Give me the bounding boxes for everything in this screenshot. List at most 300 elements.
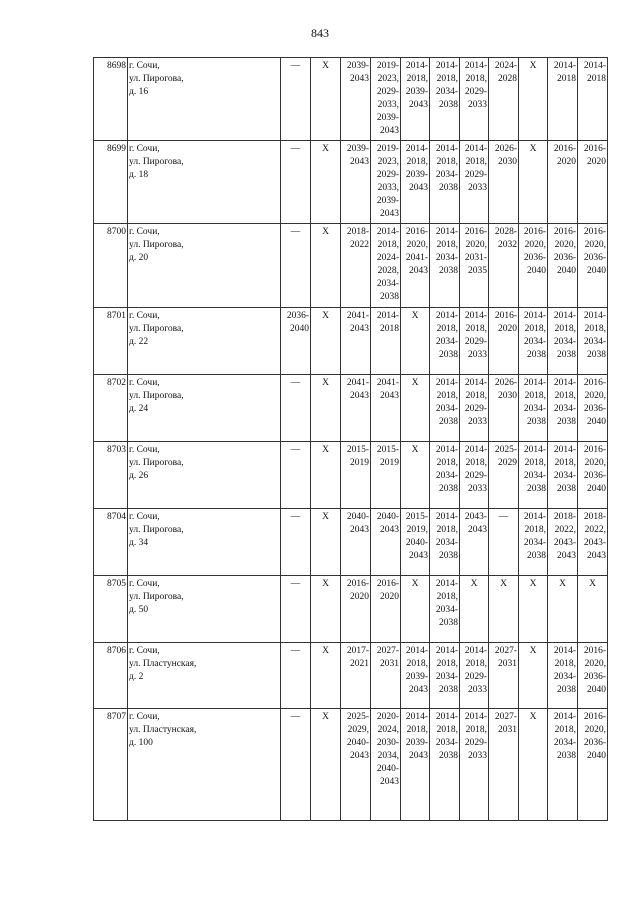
schedule-value: 2039- <box>405 738 428 748</box>
schedule-cell <box>489 58 519 141</box>
schedule-value: 2034- <box>435 672 458 682</box>
schedule-value: 2040 <box>587 266 606 276</box>
schedule-value: 2016- <box>583 378 606 388</box>
schedule-cell <box>281 224 311 308</box>
schedule-value: 2020 <box>380 592 399 602</box>
schedule-value: 2029- <box>464 337 487 347</box>
schedule-value: 2020, <box>584 725 606 735</box>
schedule-cell <box>281 709 311 821</box>
schedule-value: 2016- <box>583 712 606 722</box>
schedule-value: 2034- <box>435 605 458 615</box>
schedule-cell <box>578 308 608 375</box>
schedule-value: 2040- <box>376 512 399 522</box>
schedule-value: 2036- <box>583 404 606 414</box>
schedule-value: 2029- <box>464 170 487 180</box>
schedule-cell <box>489 141 519 224</box>
schedule-value: 2024- <box>376 253 399 263</box>
schedule-value: 2029- <box>464 87 487 97</box>
schedule-value: 2039- <box>346 61 369 71</box>
schedule-value: 2039- <box>376 196 399 206</box>
schedule-cell <box>548 308 578 375</box>
schedule-value: 2038 <box>557 417 576 427</box>
schedule-value: 2033 <box>468 417 487 427</box>
schedule-value: 2029 <box>498 458 517 468</box>
schedule-value: 2018, <box>554 659 576 669</box>
schedule-value: 2014- <box>435 378 458 388</box>
schedule-value: 2043 <box>350 74 369 84</box>
schedule-cell <box>519 224 548 308</box>
address-cell <box>128 442 281 509</box>
schedule-value: 2038 <box>439 685 458 695</box>
schedule-cell <box>311 58 341 141</box>
schedule-value: 2038 <box>527 551 546 561</box>
schedule-value: 2033 <box>468 183 487 193</box>
schedule-value: 2014- <box>553 646 576 656</box>
schedule-value: 2038 <box>439 618 458 628</box>
schedule-value: 2018, <box>436 391 458 401</box>
schedule-value: 2014- <box>435 227 458 237</box>
schedule-cell <box>548 375 578 442</box>
schedule-value: 2014- <box>435 646 458 656</box>
schedule-value: Х <box>322 311 329 321</box>
address-line: ул. Пластунская, <box>129 659 197 669</box>
schedule-value: Х <box>529 579 537 589</box>
row-number: 8698 <box>94 58 128 141</box>
schedule-value: 2020, <box>584 458 606 468</box>
schedule-value: 2027- <box>494 712 517 722</box>
schedule-cell <box>311 442 341 509</box>
schedule-value: 2040 <box>527 266 546 276</box>
schedule-cell <box>519 141 548 224</box>
schedule-value: 2029- <box>464 738 487 748</box>
schedule-value: 2014- <box>464 445 487 455</box>
schedule-value: 2039- <box>346 144 369 154</box>
schedule-value: 2040 <box>587 751 606 761</box>
schedule-cell <box>311 308 341 375</box>
schedule-value: 2018, <box>406 659 428 669</box>
schedule-value: 2043- <box>553 538 576 548</box>
schedule-cell <box>430 709 460 821</box>
schedule-value: Х <box>411 378 419 388</box>
schedule-value: 2014- <box>583 311 606 321</box>
schedule-value: 2020 <box>350 592 369 602</box>
schedule-value: 2023, <box>377 157 399 167</box>
schedule-cell <box>578 509 608 576</box>
schedule-value: 2018, <box>554 458 576 468</box>
schedule-cell <box>281 509 311 576</box>
schedule-value: 2018, <box>436 725 458 735</box>
schedule-cell <box>548 576 578 643</box>
address-line: ул. Пирогова, <box>129 157 184 167</box>
schedule-cell <box>548 141 578 224</box>
schedule-value: 2043 <box>350 751 369 761</box>
schedule-value: 2043 <box>350 391 369 401</box>
schedule-value: 2036- <box>583 672 606 682</box>
address-cell <box>128 509 281 576</box>
schedule-cell <box>430 375 460 442</box>
schedule-cell <box>371 442 401 509</box>
address-cell <box>128 375 281 442</box>
table-row <box>94 442 608 509</box>
schedule-value: 2034- <box>435 471 458 481</box>
address-line: ул. Пирогова, <box>129 324 184 334</box>
schedule-cell <box>548 224 578 308</box>
schedule-value: 2034- <box>435 253 458 263</box>
address-line: г. Сочи, <box>129 61 160 71</box>
schedule-value: 2038 <box>439 417 458 427</box>
schedule-cell <box>430 643 460 709</box>
schedule-cell <box>341 709 371 821</box>
schedule-value: 2040- <box>405 538 428 548</box>
schedule-value: 2038 <box>439 100 458 110</box>
address-line: д. 34 <box>129 538 149 548</box>
schedule-value: 2038 <box>557 751 576 761</box>
schedule-value: — <box>290 144 301 154</box>
schedule-value: 2038 <box>557 484 576 494</box>
schedule-cell <box>341 224 371 308</box>
schedule-value: 2033 <box>468 350 487 360</box>
schedule-cell <box>578 58 608 141</box>
schedule-value: Х <box>322 227 329 237</box>
schedule-value: 2016- <box>583 646 606 656</box>
schedule-value: 2034- <box>553 738 576 748</box>
schedule-value: 2029- <box>464 404 487 414</box>
schedule-value: 2038 <box>439 484 458 494</box>
schedule-value: 2018 <box>587 74 606 84</box>
schedule-value: 2014- <box>464 646 487 656</box>
schedule-value: Х <box>322 61 329 71</box>
schedule-value: 2041- <box>346 311 369 321</box>
address-line: г. Сочи, <box>129 712 160 722</box>
schedule-value: 2028 <box>498 74 517 84</box>
address-line: ул. Пирогова, <box>129 458 184 468</box>
schedule-value: 2036- <box>583 738 606 748</box>
schedule-value: 2038 <box>527 484 546 494</box>
schedule-cell <box>371 709 401 821</box>
schedule-cell <box>489 224 519 308</box>
schedule-value: 2014- <box>435 445 458 455</box>
schedule-value: 2014- <box>464 61 487 71</box>
schedule-value: — <box>498 512 509 522</box>
schedule-cell <box>548 58 578 141</box>
schedule-value: 2020, <box>584 659 606 669</box>
schedule-value: 2031 <box>498 725 517 735</box>
schedule-value: 2019- <box>376 144 399 154</box>
schedule-value: 2014- <box>405 61 428 71</box>
schedule-value: 2034- <box>435 87 458 97</box>
schedule-cell <box>401 576 430 643</box>
schedule-cell <box>401 442 430 509</box>
schedule-cell <box>548 509 578 576</box>
schedule-value: Х <box>500 579 507 589</box>
schedule-cell <box>341 576 371 643</box>
schedule-value: 2014- <box>523 445 546 455</box>
schedule-value: 2034- <box>376 279 399 289</box>
schedule-cell <box>460 58 489 141</box>
schedule-value: Х <box>411 579 419 589</box>
address-line: ул. Пластунская, <box>129 725 197 735</box>
schedule-value: 2020 <box>557 157 576 167</box>
schedule-value: 2023, <box>377 74 399 84</box>
schedule-value: 2029- <box>464 672 487 682</box>
schedule-value: 2018, <box>465 74 487 84</box>
schedule-cell <box>430 224 460 308</box>
table-row <box>94 709 608 821</box>
schedule-value: 2015- <box>346 445 369 455</box>
schedule-value: 2036- <box>583 471 606 481</box>
schedule-value: 2028- <box>494 227 517 237</box>
schedule-value: 2014- <box>435 61 458 71</box>
schedule-value: 2031 <box>380 659 399 669</box>
schedule-cell <box>311 709 341 821</box>
schedule-value: 2043 <box>380 126 399 136</box>
schedule-value: 2018, <box>465 324 487 334</box>
schedule-value: 2018, <box>436 592 458 602</box>
schedule-value: 2030 <box>498 157 517 167</box>
schedule-value: 2018, <box>524 525 546 535</box>
schedule-value: 2034- <box>435 404 458 414</box>
schedule-value: Х <box>322 712 329 722</box>
schedule-value: 2018, <box>554 391 576 401</box>
schedule-cell <box>578 643 608 709</box>
schedule-value: Х <box>589 579 596 589</box>
schedule-value: 2034- <box>553 404 576 414</box>
schedule-value: 2034- <box>435 170 458 180</box>
schedule-value: 2018, <box>377 240 399 250</box>
schedule-cell <box>401 709 430 821</box>
schedule-value: 2022, <box>584 525 606 535</box>
schedule-cell <box>460 709 489 821</box>
schedule-cell <box>430 58 460 141</box>
schedule-value: 2034, <box>377 751 399 761</box>
schedule-value: 2043 <box>380 525 399 535</box>
schedule-value: 2020, <box>584 391 606 401</box>
schedule-value: 2043 <box>468 525 487 535</box>
schedule-cell <box>430 308 460 375</box>
schedule-cell <box>371 58 401 141</box>
schedule-value: 2016- <box>494 311 517 321</box>
schedule-cell <box>460 509 489 576</box>
schedule-value: 2041- <box>405 253 428 263</box>
schedule-value: 2018, <box>465 725 487 735</box>
schedule-value: 2016- <box>346 579 369 589</box>
schedule-value: 2031 <box>498 659 517 669</box>
schedule-value: 2016- <box>553 227 576 237</box>
row-number: 8699 <box>94 141 128 224</box>
schedule-cell <box>578 709 608 821</box>
schedule-value: Х <box>411 445 419 455</box>
schedule-cell <box>401 141 430 224</box>
schedule-value: 2039- <box>405 87 428 97</box>
schedule-cell <box>489 509 519 576</box>
schedule-value: 2018, <box>436 157 458 167</box>
schedule-value: 2033 <box>468 685 487 695</box>
schedule-value: 2018, <box>436 525 458 535</box>
schedule-value: 2036- <box>286 311 309 321</box>
address-line: д. 50 <box>129 605 149 615</box>
schedule-value: 2018, <box>465 391 487 401</box>
schedule-value: 2043 <box>350 525 369 535</box>
schedule-cell <box>311 224 341 308</box>
schedule-cell <box>489 576 519 643</box>
schedule-cell <box>460 224 489 308</box>
schedule-value: 2036- <box>523 253 546 263</box>
schedule-value: — <box>290 712 301 722</box>
table-row <box>94 509 608 576</box>
schedule-value: 2018, <box>436 324 458 334</box>
schedule-value: 2016- <box>464 227 487 237</box>
schedule-value: 2014- <box>553 445 576 455</box>
schedule-cell <box>311 141 341 224</box>
schedule-value: 2018, <box>436 74 458 84</box>
address-line: д. 18 <box>129 170 149 180</box>
schedule-value: 2043 <box>350 324 369 334</box>
schedule-value: 2018- <box>583 512 606 522</box>
address-cell <box>128 308 281 375</box>
schedule-value: 2016- <box>376 579 399 589</box>
schedule-value: — <box>290 512 301 522</box>
schedule-value: 2032 <box>498 240 517 250</box>
schedule-value: 2018, <box>554 725 576 735</box>
schedule-value: 2034- <box>435 738 458 748</box>
schedule-cell <box>371 224 401 308</box>
schedule-value: 2014- <box>435 579 458 589</box>
schedule-value: 2034- <box>523 337 546 347</box>
schedule-value: 2014- <box>553 61 576 71</box>
schedule-value: 2015- <box>405 512 428 522</box>
schedule-cell <box>311 509 341 576</box>
schedule-value: 2040- <box>346 738 369 748</box>
schedule-value: 2043 <box>409 266 428 276</box>
schedule-value: 2014- <box>523 378 546 388</box>
address-line: г. Сочи, <box>129 144 160 154</box>
schedule-cell <box>371 576 401 643</box>
schedule-value: 2016- <box>583 445 606 455</box>
address-line: ул. Пирогова, <box>129 525 184 535</box>
schedule-value: 2043 <box>409 100 428 110</box>
schedule-value: 2018- <box>346 227 369 237</box>
schedule-value: 2038 <box>380 292 399 302</box>
schedule-value: 2029- <box>376 87 399 97</box>
schedule-value: 2018, <box>406 725 428 735</box>
schedule-cell <box>341 375 371 442</box>
schedule-cell <box>519 58 548 141</box>
table-row <box>94 224 608 308</box>
address-line: г. Сочи, <box>129 378 160 388</box>
schedule-value: 2014- <box>405 646 428 656</box>
schedule-value: 2018, <box>465 458 487 468</box>
schedule-value: 2038 <box>439 350 458 360</box>
row-number: 8704 <box>94 509 128 576</box>
schedule-cell <box>460 308 489 375</box>
schedule-value: 2034- <box>553 471 576 481</box>
schedule-value: 2014- <box>405 712 428 722</box>
schedule-cell <box>578 224 608 308</box>
schedule-value: Х <box>529 646 537 656</box>
schedule-cell <box>519 709 548 821</box>
schedule-value: 2014- <box>523 512 546 522</box>
schedule-cell <box>371 308 401 375</box>
row-number: 8706 <box>94 643 128 709</box>
schedule-value: 2034- <box>583 337 606 347</box>
schedule-value: 2028, <box>377 266 399 276</box>
schedule-value: 2018, <box>524 391 546 401</box>
schedule-value: 2043 <box>350 157 369 167</box>
schedule-value: 2043 <box>409 751 428 761</box>
schedule-value: 2014- <box>376 227 399 237</box>
schedule-value: 2020, <box>554 240 576 250</box>
schedule-value: 2024, <box>377 725 399 735</box>
schedule-value: 2040 <box>587 484 606 494</box>
schedule-cell <box>489 643 519 709</box>
schedule-value: Х <box>322 445 329 455</box>
schedule-value: 2018, <box>524 458 546 468</box>
schedule-value: 2034- <box>553 672 576 682</box>
schedule-cell <box>430 442 460 509</box>
schedule-value: 2018, <box>406 157 428 167</box>
address-line: г. Сочи, <box>129 311 160 321</box>
schedule-cell <box>489 709 519 821</box>
schedule-value: 2018, <box>465 659 487 669</box>
schedule-value: 2019- <box>376 61 399 71</box>
schedule-value: 2040- <box>346 512 369 522</box>
schedule-value: 2040 <box>587 417 606 427</box>
schedule-cell <box>460 643 489 709</box>
schedule-cell <box>460 442 489 509</box>
schedule-value: 2027- <box>494 646 517 656</box>
schedule-value: 2019, <box>406 525 428 535</box>
schedule-value: 2043 <box>587 551 606 561</box>
schedule-value: 2020 <box>587 157 606 167</box>
schedule-cell <box>341 509 371 576</box>
address-line: г. Сочи, <box>129 579 160 589</box>
schedule-cell <box>430 141 460 224</box>
schedule-value: 2018, <box>436 659 458 669</box>
schedule-value: Х <box>411 311 419 321</box>
schedule-value: 2034- <box>523 404 546 414</box>
schedule-value: — <box>290 445 301 455</box>
schedule-value: 2038 <box>587 350 606 360</box>
schedule-value: Х <box>322 144 329 154</box>
schedule-value: 2033 <box>468 100 487 110</box>
schedule-value: 2014- <box>464 712 487 722</box>
schedule-value: 2018, <box>554 324 576 334</box>
schedule-cell <box>401 224 430 308</box>
address-cell <box>128 141 281 224</box>
schedule-cell <box>489 375 519 442</box>
page-number: 843 <box>311 26 329 40</box>
schedule-value: 2038 <box>439 183 458 193</box>
schedule-cell <box>341 442 371 509</box>
schedule-value: 2020, <box>406 240 428 250</box>
schedule-value: 2041- <box>376 378 399 388</box>
schedule-cell <box>281 141 311 224</box>
schedule-value: — <box>290 579 301 589</box>
address-line: ул. Пирогова, <box>129 74 184 84</box>
schedule-cell <box>281 375 311 442</box>
schedule-value: 2014- <box>583 61 606 71</box>
schedule-value: 2030- <box>376 738 399 748</box>
schedule-value: 2029- <box>464 471 487 481</box>
schedule-cell <box>341 141 371 224</box>
schedule-value: Х <box>322 579 329 589</box>
schedule-cell <box>460 141 489 224</box>
schedule-value: 2014- <box>523 311 546 321</box>
schedule-value: 2018, <box>436 458 458 468</box>
address-cell <box>128 709 281 821</box>
schedule-value: 2018- <box>553 512 576 522</box>
schedule-value: 2040 <box>557 266 576 276</box>
